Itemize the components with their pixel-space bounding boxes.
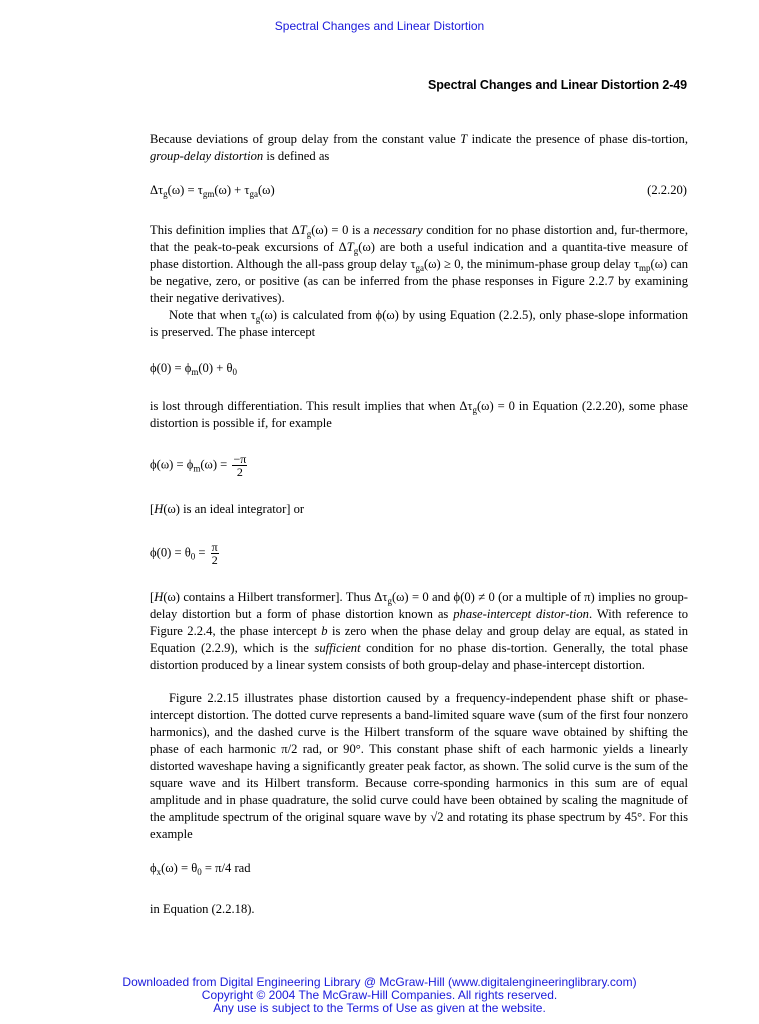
- paragraph-5: [H(ω) is an ideal integrator] or: [150, 502, 305, 516]
- paragraph-1: Because deviations of group delay from the constant value T indicate the presence of phase dis-tortion, group-delay distortion is defined as: [150, 132, 689, 163]
- equation-integrator: $\phi(\omega) = \phi_m(\omega)$ = $\frac{-\pi}{2}$: [150, 452, 247, 479]
- equation-pi-over-4: $\phi_x(\omega) = \theta_0 = \pi/4$ rad: [150, 861, 251, 877]
- paragraph-4: is lost through differentiation. This result implies that when $\Delta\tau_g(\omega) = 0$ in Equation (2.2.20), some phase distortion is possible if, for example: [150, 399, 688, 430]
- equation-2-2-20: $\Delta\tau_g(\omega) = \tau_{gm}(\omega) + \tau_{ga}(\omega)$: [150, 183, 275, 199]
- footer-terms: Any use is subject to the Terms of Use as given at the website.: [213, 1001, 546, 1015]
- fraction-pi-over-2: $\frac{\pi}{2}$: [211, 540, 218, 567]
- top-link-title[interactable]: Spectral Changes and Linear Distortion: [274, 19, 485, 33]
- paragraph-2: This definition implies that $\Delta T_g(\omega) = 0$ is a necessary condition for no phase distortion and, fur-thermore, that the peak-to-peak excursions of $\Delta T_g(\omega)$ are both a useful indication and a quantita-tive measure of phase distortion. Although the all-pass group delay $\tau_{ga}(\omega) \ge 0$, the minimum-phase group delay $\tau_{mp}(\omega)$ can be negative, zero, or positive (as can be inferred from the phase responses in Figure 2.2.7 by examining their negative derivatives).: [150, 223, 689, 305]
- running-head: Spectral Changes and Linear Distortion 2-49: [428, 78, 687, 92]
- footer: [0, 976, 759, 1015]
- paragraph-7: Figure 2.2.15 illustrates phase distortion caused by a frequency-independent phase shift or phase-intercept distortion. The dotted curve represents a band-limited square wave (sum of the first four nonzero harmonics), and the dashed curve is the Hilbert transform of the square wave obtained by shifting the phase of each harmonic π/2 rad, or 90°. This constant phase shift of each harmonic yields a linearly distorted waveshape having a significantly greater peak factor, as shown. The solid curve is the sum of the square wave and its Hilbert transform. Because corre-sponding harmonics in this sum are of equal amplitude and in phase quadrature, the solid curve could have been obtained by scaling the magnitude of the amplitude spectrum of the original square wave by √2 and rotating its phase spectrum by 45°. For this example: [150, 691, 688, 841]
- paragraph-8: in Equation (2.2.18).: [150, 902, 255, 916]
- equation-hilbert: $\phi(0) = \theta_0$ = $\frac{\pi}{2}$: [150, 540, 218, 567]
- footer-download-link[interactable]: Downloaded from Digital Engineering Library @ McGraw-Hill (www.digitalengineeringlibrary.com): [122, 975, 637, 989]
- equation-phase-intercept: $\phi(0) = \phi_m(0) + \theta_0$: [150, 361, 237, 377]
- paragraph-3: Note that when $\tau_g(\omega)$ is calculated from ϕ(ω) by using Equation (2.2.5), only phase-slope information is preserved. The phase intercept: [150, 308, 688, 339]
- fraction-minus-pi-over-2: $\frac{-\pi}{2}$: [233, 452, 247, 479]
- footer-copyright: Copyright © 2004 The McGraw-Hill Companies. All rights reserved.: [201, 988, 558, 1002]
- paragraph-6: [H(ω) contains a Hilbert transformer]. Thus $\Delta\tau_g(\omega) = 0$ and ϕ(0) ≠ 0 (or a multiple of π) implies no group-delay distortion but a form of phase distortion known as phase-intercept distor-tion. With reference to Figure 2.2.4, the phase intercept b is zero when the phase delay and group delay are equal, as stated in Equation (2.2.9), which is the sufficient condition for no phase dis-tortion. Generally, the total phase distortion produced by a linear system consists of both group-delay and phase-intercept distortion.: [150, 590, 688, 672]
- equation-number: (2.2.20): [647, 183, 687, 197]
